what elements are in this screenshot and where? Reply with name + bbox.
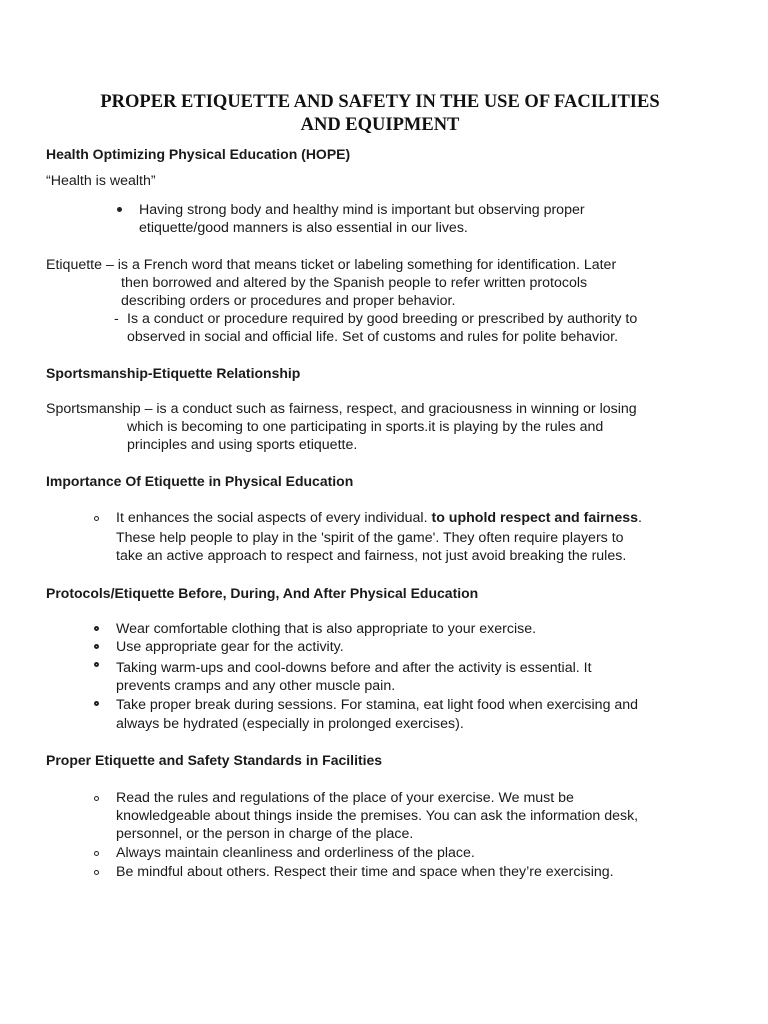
protocols-item-continuation: prevents cramps and any other muscle pain. bbox=[116, 678, 396, 694]
facilities-heading: Proper Etiquette and Safety Standards in Facilities bbox=[46, 752, 383, 768]
protocols-item-continuation: always be hydrated (especially in prolonged exercises). bbox=[116, 716, 464, 732]
bullet-circle-icon bbox=[94, 662, 99, 667]
importance-line-2: These help people to play in the 'spirit of the game'. They often require players to bbox=[116, 530, 624, 546]
etiquette-line-1: Etiquette – is a French word that means ticket or labeling something for identification. Later bbox=[46, 257, 617, 273]
protocols-item: Use appropriate gear for the activity. bbox=[116, 639, 344, 655]
facilities-item: Be mindful about others. Respect their time and space when they’re exercising. bbox=[116, 864, 614, 880]
protocols-item: Wear comfortable clothing that is also appropriate to your exercise. bbox=[116, 621, 537, 637]
etiquette-line-4: Is a conduct or procedure required by good breeding or prescribed by authority to bbox=[127, 311, 638, 327]
etiquette-line-2: then borrowed and altered by the Spanish people to refer written protocols bbox=[121, 275, 588, 291]
etiquette-line-3: describing orders or procedures and proper behavior. bbox=[121, 293, 456, 309]
facilities-item: Always maintain cleanliness and orderliness of the place. bbox=[116, 845, 475, 861]
bullet-circle-icon bbox=[94, 796, 99, 801]
facilities-item-continuation: knowledgeable about things inside the premises. You can ask the information desk, bbox=[116, 808, 639, 824]
importance-line-1-period: . bbox=[638, 510, 642, 526]
facilities-item: Read the rules and regulations of the place of your exercise. We must be bbox=[116, 790, 574, 806]
bullet-circle-icon bbox=[94, 851, 99, 856]
sportsmanship-line-1: Sportsmanship – is a conduct such as fairness, respect, and graciousness in winning or losing bbox=[46, 401, 637, 417]
document-title-line-2: AND EQUIPMENT bbox=[300, 115, 460, 135]
protocols-item: Taking warm-ups and cool-downs before and after the activity is essential. It bbox=[116, 660, 592, 676]
importance-heading: Importance Of Etiquette in Physical Education bbox=[46, 473, 354, 489]
bullet-circle-icon bbox=[94, 516, 99, 521]
importance-line-1-text: It enhances the social aspects of every individual. bbox=[116, 510, 428, 526]
document-title-line-1: PROPER ETIQUETTE AND SAFETY IN THE USE OF FACILITIES bbox=[100, 92, 660, 112]
hope-bullet-line-2: etiquette/good manners is also essential in our lives. bbox=[139, 220, 468, 236]
hope-quote: “Health is wealth” bbox=[46, 173, 156, 189]
protocols-item: Take proper break during sessions. For stamina, eat light food when exercising and bbox=[116, 697, 639, 713]
sportsmanship-line-3: principles and using sports etiquette. bbox=[127, 437, 358, 453]
hope-heading: Health Optimizing Physical Education (HOPE) bbox=[46, 146, 351, 162]
etiquette-dash: - bbox=[114, 311, 119, 327]
sportsmanship-line-2: which is becoming to one participating in sports.it is playing by the rules and bbox=[127, 419, 604, 435]
bullet-circle-icon bbox=[94, 870, 99, 875]
protocols-heading: Protocols/Etiquette Before, During, And After Physical Education bbox=[46, 585, 479, 601]
bullet-circle-icon bbox=[94, 701, 99, 706]
bullet-dot-icon bbox=[117, 207, 122, 212]
bullet-circle-icon bbox=[94, 644, 99, 649]
importance-line-1 bbox=[116, 509, 642, 527]
importance-line-3: take an active approach to respect and fairness, not just avoid breaking the rules. bbox=[116, 548, 627, 564]
bullet-circle-icon bbox=[94, 626, 99, 631]
etiquette-line-5: observed in social and official life. Set of customs and rules for polite behavior. bbox=[127, 329, 619, 345]
hope-bullet-line-1: Having strong body and healthy mind is important but observing proper bbox=[139, 202, 585, 218]
importance-line-1-emphasis: to uphold respect and fairness bbox=[431, 510, 639, 526]
sportsmanship-heading: Sportsmanship-Etiquette Relationship bbox=[46, 365, 301, 381]
facilities-item-continuation: personnel, or the person in charge of the place. bbox=[116, 826, 414, 842]
